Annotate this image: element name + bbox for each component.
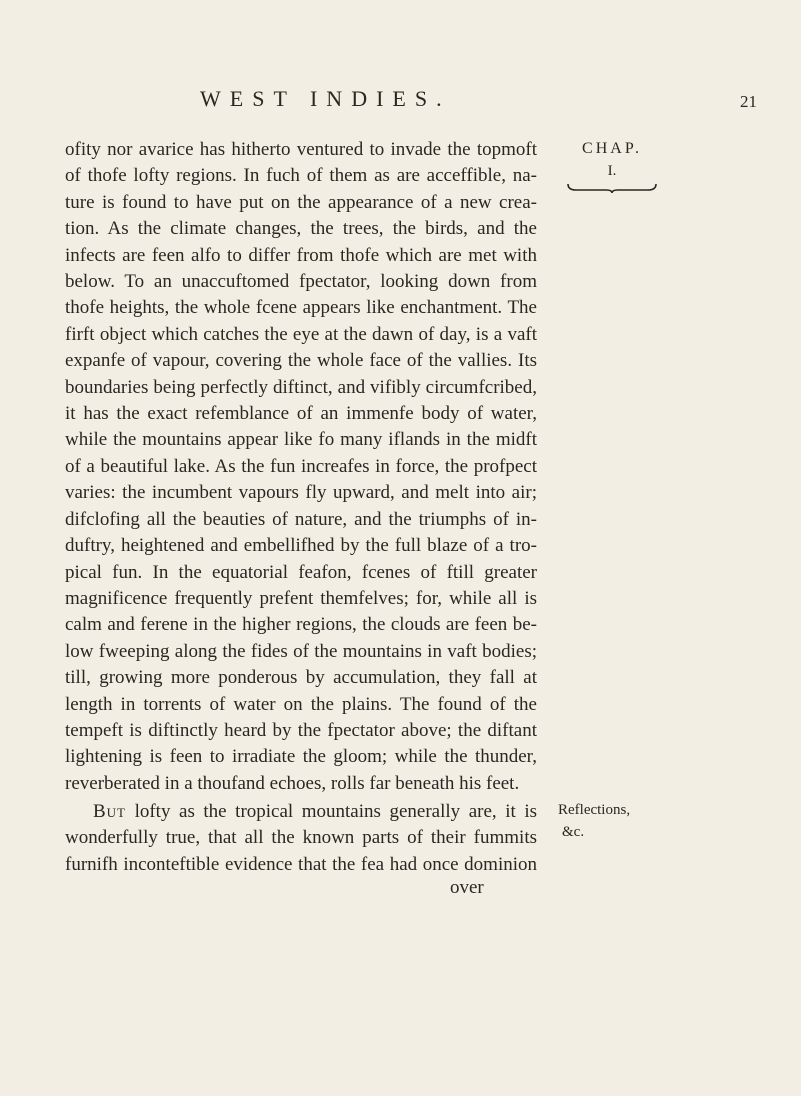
- text-line: wonderfully true, that all the known parts of their fummits: [65, 827, 537, 849]
- catchword: over: [450, 877, 484, 898]
- text-line: it has the exact refemblance of an immenfe body of water,: [65, 403, 537, 425]
- chapter-number: I.: [607, 163, 617, 179]
- text-line: expanfe of vapour, covering the whole face of the vallies. Its: [65, 350, 537, 372]
- text-line: duftry, heightened and embellifhed by the full blaze of a tro-: [65, 535, 537, 557]
- side-note-line: &c.: [562, 824, 585, 840]
- text-line: ture is found to have put on the appearance of a new crea-: [65, 191, 537, 213]
- text-line: infects are feen alfo to differ from thofe which are met with: [65, 244, 537, 266]
- text-line: reverberated in a thoufand echoes, rolls far beneath his feet.: [65, 772, 520, 794]
- side-note-line: Reflections,: [558, 802, 631, 818]
- chapter-label: CHAP.: [582, 140, 642, 157]
- chapter-marginal-note: [562, 138, 662, 194]
- text-line: magnificence frequently prefent themfelves; for, while all is: [65, 587, 537, 609]
- text-line: low fweeping along the fides of the mountains in vaft bodies;: [65, 640, 537, 662]
- text-line-first: [65, 799, 537, 825]
- text-line: lightening is feen to irradiate the gloom; while the thunder,: [65, 746, 537, 768]
- text-line: firft object which catches the eye at the dawn of day, is a vaft: [65, 323, 537, 345]
- text-line: length in torrents of water on the plains. The found of the: [65, 693, 537, 715]
- text-line: tion. As the climate changes, the trees, the birds, and the: [65, 218, 537, 240]
- text-line: furnifh inconteftible evidence that the fea had once dominion: [65, 853, 537, 875]
- paragraph-2: [65, 799, 537, 878]
- page-number: 21: [740, 92, 757, 111]
- text-line: while the mountains appear like fo many iflands in the midft: [65, 429, 537, 451]
- text-line: of thofe lofty regions. In fuch of them as are acceffible, na-: [65, 165, 537, 187]
- text-line: calm and ferene in the higher regions, the clouds are feen be-: [65, 614, 537, 636]
- text-line-rest: lofty as the tropical mountains generally are, it is: [126, 801, 537, 822]
- paragraph-lead-smallcaps: But: [93, 801, 127, 822]
- bracket-ornament: [566, 182, 658, 194]
- text-line: difclofing all the beauties of nature, and the triumphs of in-: [65, 508, 537, 530]
- text-line: pical fun. In the equatorial feafon, fcenes of ftill greater: [65, 561, 537, 583]
- text-line: tempeft is diftinctly heard by the fpectator above; the diftant: [65, 719, 537, 741]
- text-line: boundaries being perfectly diftinct, and vifibly circumfcribed,: [65, 376, 537, 398]
- side-note: [558, 799, 678, 843]
- text-line: thofe heights, the whole fcene appears like enchantment. The: [65, 297, 537, 319]
- text-line: till, growing more ponderous by accumulation, they fall at: [65, 667, 537, 689]
- text-line: of a beautiful lake. As the fun increafes in force, the profpect: [65, 455, 537, 477]
- text-line: below. To an unaccuftomed fpectator, looking down from: [65, 271, 537, 293]
- text-line: varies: the incumbent vapours fly upward, and melt into air;: [65, 482, 537, 504]
- text-line: ofity nor avarice has hitherto ventured to invade the topmoft: [65, 139, 537, 160]
- paragraph-1: [65, 137, 537, 797]
- running-head: WEST INDIES.: [200, 86, 451, 111]
